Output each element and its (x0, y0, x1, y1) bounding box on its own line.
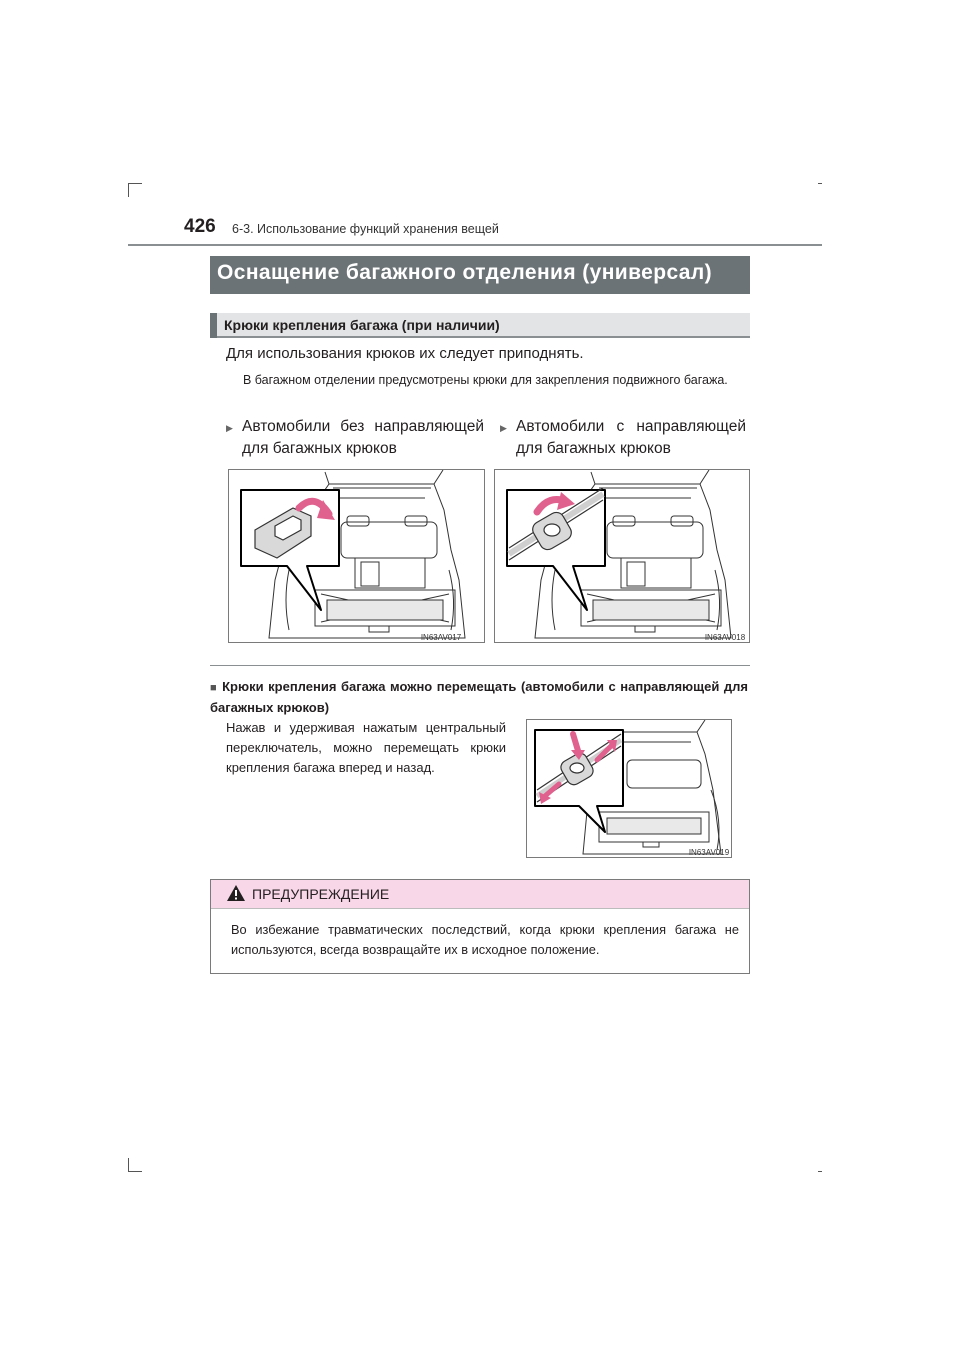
section-rule (210, 665, 750, 666)
trunk-illustration (495, 470, 750, 643)
crop-mark-top-right (818, 183, 822, 184)
page-number: 426 (184, 216, 216, 237)
subsection-title: Крюки крепления багажа (при наличии) (224, 317, 500, 333)
subsection-accent (210, 313, 217, 338)
option-right-label: Автомобили с направляющей для багажных крюков (516, 418, 746, 457)
trunk-illustration (527, 720, 732, 858)
crop-mark-top-left-h (128, 183, 142, 184)
chapter-title: 6-3. Использование функций хранения вещей (232, 222, 499, 236)
crop-mark-bottom-left-v (128, 1158, 129, 1172)
triangle-bullet-icon: ▶ (500, 423, 507, 433)
warning-text: Во избежание травматических последствий, когда крюки крепления багажа не используются, всегда возвращайте их в исходное положение. (231, 922, 739, 957)
option-right (500, 416, 746, 460)
crop-mark-top-left-v (128, 183, 129, 197)
svg-text:IN63AV018: IN63AV018 (704, 633, 746, 642)
option-left (226, 416, 484, 460)
option-left-label: Автомобили без направляющей для багажных крюков (242, 418, 484, 457)
svg-text:IN63AV017: IN63AV017 (420, 633, 462, 642)
move-section-body: Нажав и удерживая нажатым центральный переключатель, можно перемещать крюки крепления багажа вперед и назад. (226, 720, 506, 775)
illustration-no-rail (228, 469, 485, 643)
illustration-move-hook (526, 719, 732, 858)
crop-mark-bottom-left-h (128, 1171, 142, 1172)
trunk-illustration (229, 470, 485, 643)
triangle-bullet-icon: ▶ (226, 423, 233, 433)
intro-lead: Для использования крюков их следует приподнять. (226, 345, 584, 362)
svg-text:IN63AV019: IN63AV019 (688, 848, 730, 857)
crop-mark-bottom-right (818, 1171, 822, 1172)
header-rule (128, 244, 822, 246)
intro-description: В багажном отделении предусмотрены крюки для закрепления подвижного багажа. (243, 373, 728, 387)
illustration-with-rail (494, 469, 750, 643)
move-section-title-text: Крюки крепления багажа можно перемещать (автомобили с направляющей для багажных крюков) (210, 679, 748, 715)
section-title: Оснащение багажного отделения (универсал) (217, 261, 712, 284)
warning-title: ПРЕДУПРЕЖДЕНИЕ (252, 886, 390, 902)
move-section-title (210, 677, 748, 718)
warning-triangle-icon (226, 884, 246, 902)
square-bullet-icon: ■ (210, 682, 218, 694)
